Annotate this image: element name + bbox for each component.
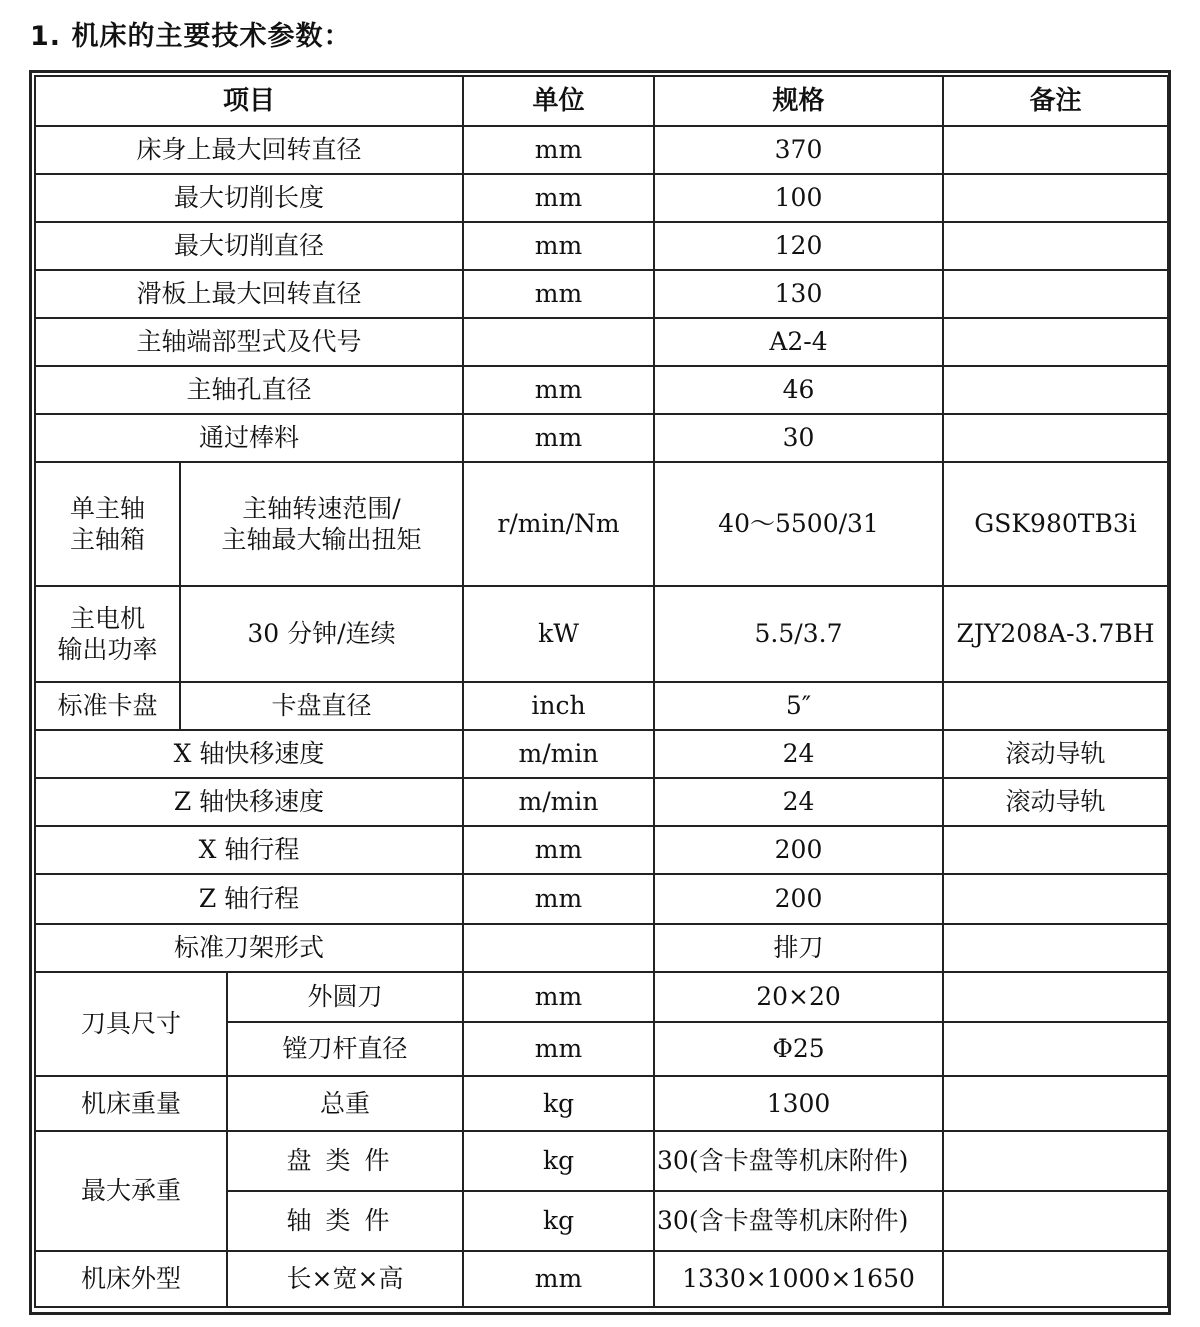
cell-note [943,1076,1168,1131]
cell-unit: mm [463,874,654,924]
cell-spec: 100 [654,174,943,222]
table-row [35,270,1168,318]
table-row [35,462,1168,586]
table-row [35,972,1168,1022]
cell-item: 长×宽×高 [227,1251,463,1307]
cell-item: Z 轴行程 [35,874,463,924]
cell-unit [463,318,654,366]
table-row [35,826,1168,874]
cell-item: X 轴行程 [35,826,463,874]
cell-note: GSK980TB3i [943,462,1168,586]
cell-group: 主电机 输出功率 [35,586,180,682]
cell-note [943,270,1168,318]
cell-item: 床身上最大回转直径 [35,126,463,174]
cell-spec: 46 [654,366,943,414]
cell-spec: 1330×1000×1650 [654,1251,943,1307]
cell-spec: 370 [654,126,943,174]
cell-unit: mm [463,414,654,462]
cell-item: 通过棒料 [35,414,463,462]
cell-unit: mm [463,972,654,1022]
cell-note [943,174,1168,222]
table-row [35,318,1168,366]
cell-unit: mm [463,126,654,174]
header-item: 项目 [35,76,463,126]
cell-note [943,222,1168,270]
cell-unit: r/min/Nm [463,462,654,586]
table-row [35,366,1168,414]
cell-note: 滚动导轨 [943,730,1168,778]
cell-note [943,1131,1168,1191]
cell-item: 镗刀杆直径 [227,1022,463,1076]
cell-item: 30 分钟/连续 [180,586,463,682]
cell-item: 标准刀架形式 [35,924,463,972]
cell-note [943,874,1168,924]
cell-unit: mm [463,270,654,318]
cell-unit: mm [463,366,654,414]
cell-unit: kg [463,1131,654,1191]
cell-spec: 5.5/3.7 [654,586,943,682]
cell-group: 机床外型 [35,1251,227,1307]
cell-spec: A2-4 [654,318,943,366]
page-title: 1. 机床的主要技术参数： [30,21,352,52]
cell-item: Z 轴快移速度 [35,778,463,826]
table-row [35,126,1168,174]
cell-spec: 5″ [654,682,943,730]
cell-spec: 1300 [654,1076,943,1131]
table-row [35,682,1168,730]
table-row [35,222,1168,270]
cell-unit: kW [463,586,654,682]
cell-unit: mm [463,1022,654,1076]
cell-spec: 排刀 [654,924,943,972]
cell-note [943,924,1168,972]
cell-spec: 20×20 [654,972,943,1022]
cell-note [943,366,1168,414]
cell-group: 标准卡盘 [35,682,180,730]
cell-group: 机床重量 [35,1076,227,1131]
cell-spec: Φ25 [654,1022,943,1076]
cell-item: 最大切削直径 [35,222,463,270]
cell-note [943,1191,1168,1251]
cell-spec: 30 [654,414,943,462]
cell-unit: inch [463,682,654,730]
cell-note: 滚动导轨 [943,778,1168,826]
cell-group: 单主轴 主轴箱 [35,462,180,586]
cell-item: 卡盘直径 [180,682,463,730]
table-row [35,1131,1168,1191]
cell-item: 轴类件 [227,1191,463,1251]
cell-unit: kg [463,1191,654,1251]
cell-item: 主轴转速范围/ 主轴最大输出扭矩 [180,462,463,586]
cell-unit: mm [463,222,654,270]
table-row [35,586,1168,682]
header-note: 备注 [943,76,1168,126]
table-header-row [35,76,1168,126]
cell-item: X 轴快移速度 [35,730,463,778]
cell-item: 主轴端部型式及代号 [35,318,463,366]
cell-spec: 120 [654,222,943,270]
cell-item: 主轴孔直径 [35,366,463,414]
cell-item: 外圆刀 [227,972,463,1022]
cell-unit: mm [463,174,654,222]
cell-unit: mm [463,1251,654,1307]
cell-item: 滑板上最大回转直径 [35,270,463,318]
cell-unit: m/min [463,778,654,826]
cell-spec: 24 [654,730,943,778]
cell-spec: 30(含卡盘等机床附件) [654,1191,943,1251]
cell-spec: 200 [654,826,943,874]
cell-unit [463,924,654,972]
spec-table [34,75,1169,1308]
cell-note [943,318,1168,366]
cell-note [943,682,1168,730]
cell-group: 最大承重 [35,1131,227,1251]
cell-spec: 200 [654,874,943,924]
table-row [35,1251,1168,1307]
cell-group: 刀具尺寸 [35,972,227,1076]
cell-note [943,826,1168,874]
table-row [35,778,1168,826]
table-row [35,414,1168,462]
table-row [35,174,1168,222]
cell-spec: 130 [654,270,943,318]
table-row [35,1076,1168,1131]
header-unit: 单位 [463,76,654,126]
cell-note [943,126,1168,174]
cell-unit: m/min [463,730,654,778]
cell-item: 最大切削长度 [35,174,463,222]
cell-item: 总重 [227,1076,463,1131]
table-row [35,924,1168,972]
cell-item: 盘类件 [227,1131,463,1191]
table-row [35,730,1168,778]
cell-note [943,1251,1168,1307]
table-row [35,874,1168,924]
cell-spec: 24 [654,778,943,826]
cell-unit: mm [463,826,654,874]
cell-note: ZJY208A-3.7BH [943,586,1168,682]
cell-note [943,414,1168,462]
cell-unit: kg [463,1076,654,1131]
cell-note [943,1022,1168,1076]
cell-spec: 30(含卡盘等机床附件) [654,1131,943,1191]
cell-spec: 40～5500/31 [654,462,943,586]
header-spec: 规格 [654,76,943,126]
cell-note [943,972,1168,1022]
